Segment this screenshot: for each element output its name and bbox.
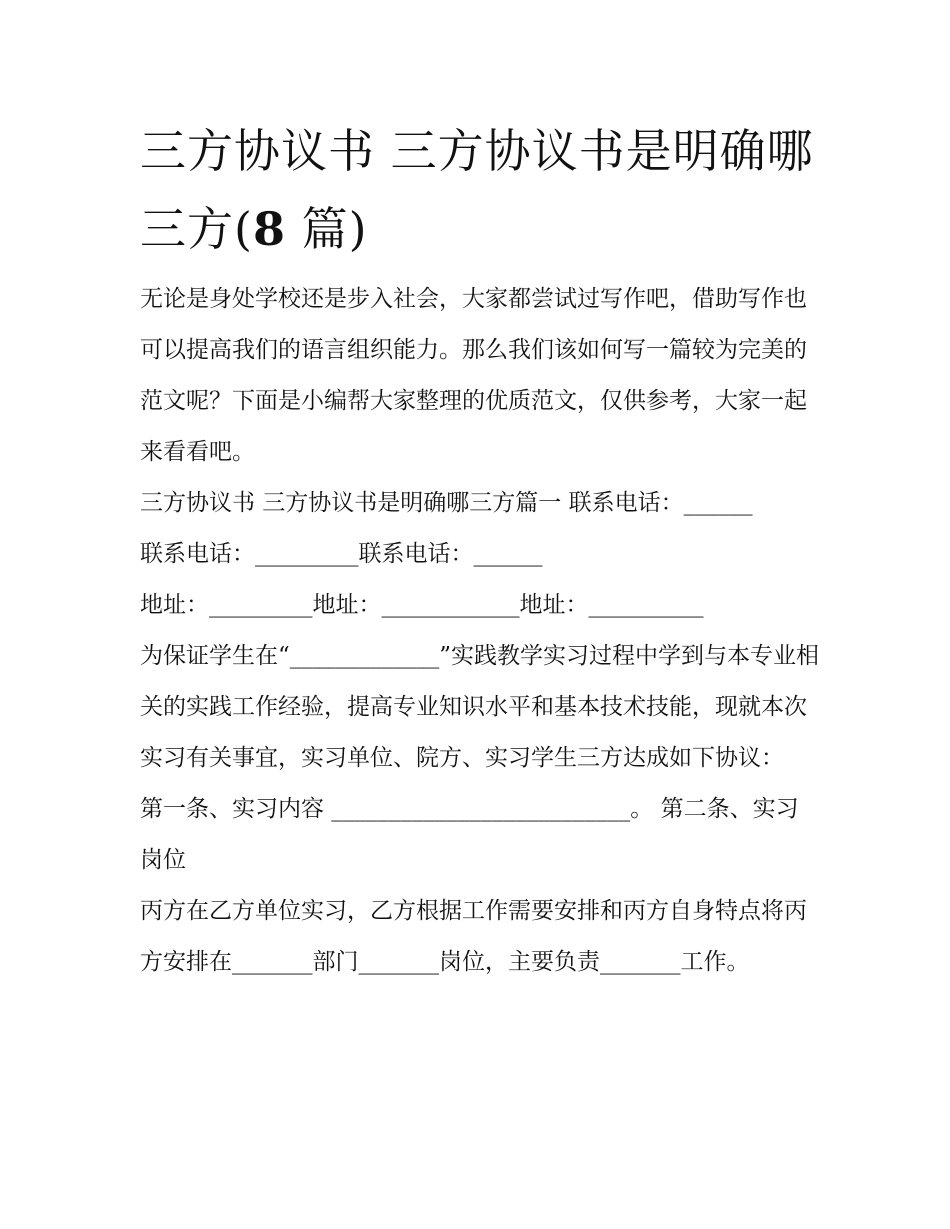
intro-paragraph: 无论是身处学校还是步入社会，大家都尝试过写作吧，借助写作也可以提高我们的语言组织能力。那么我们该如何写一篇较为完美的范文呢？下面是小编帮大家整理的优质范文，仅供参考，大家一起来看看吧。 [140,286,807,465]
purpose-paragraph: 为保证学生在“_____________”实践教学实习过程中学到与本专业相关的实践工作经验，提高专业知识水平和基本技术技能，现就本次实习有关事宜，实习单位、院方、实习学生三方达成如下协议： [140,643,820,771]
document-title [140,112,820,268]
title-text-part1: 三方协议书 三方协议书是明确哪三方( [140,124,814,256]
article-one-paragraph: 第一条、实习内容 __________________________。 第二条、实习岗位 [140,796,799,873]
title-text-part2: 篇) [285,202,368,256]
title-number: 8 [252,202,286,256]
contact-phone-line: 联系电话：_________联系电话：______ [140,541,543,567]
address-line: 地址：_________地址：____________地址：__________ [140,592,704,618]
document-page [140,112,820,988]
position-paragraph: 丙方在乙方单位实习，乙方根据工作需要安排和丙方自身特点将丙方安排在_______部门_______岗位，主要负责_______工作。 [140,898,807,975]
section-heading-line: 三方协议书 三方协议书是明确哪三方篇一 联系电话：______ [140,490,753,516]
